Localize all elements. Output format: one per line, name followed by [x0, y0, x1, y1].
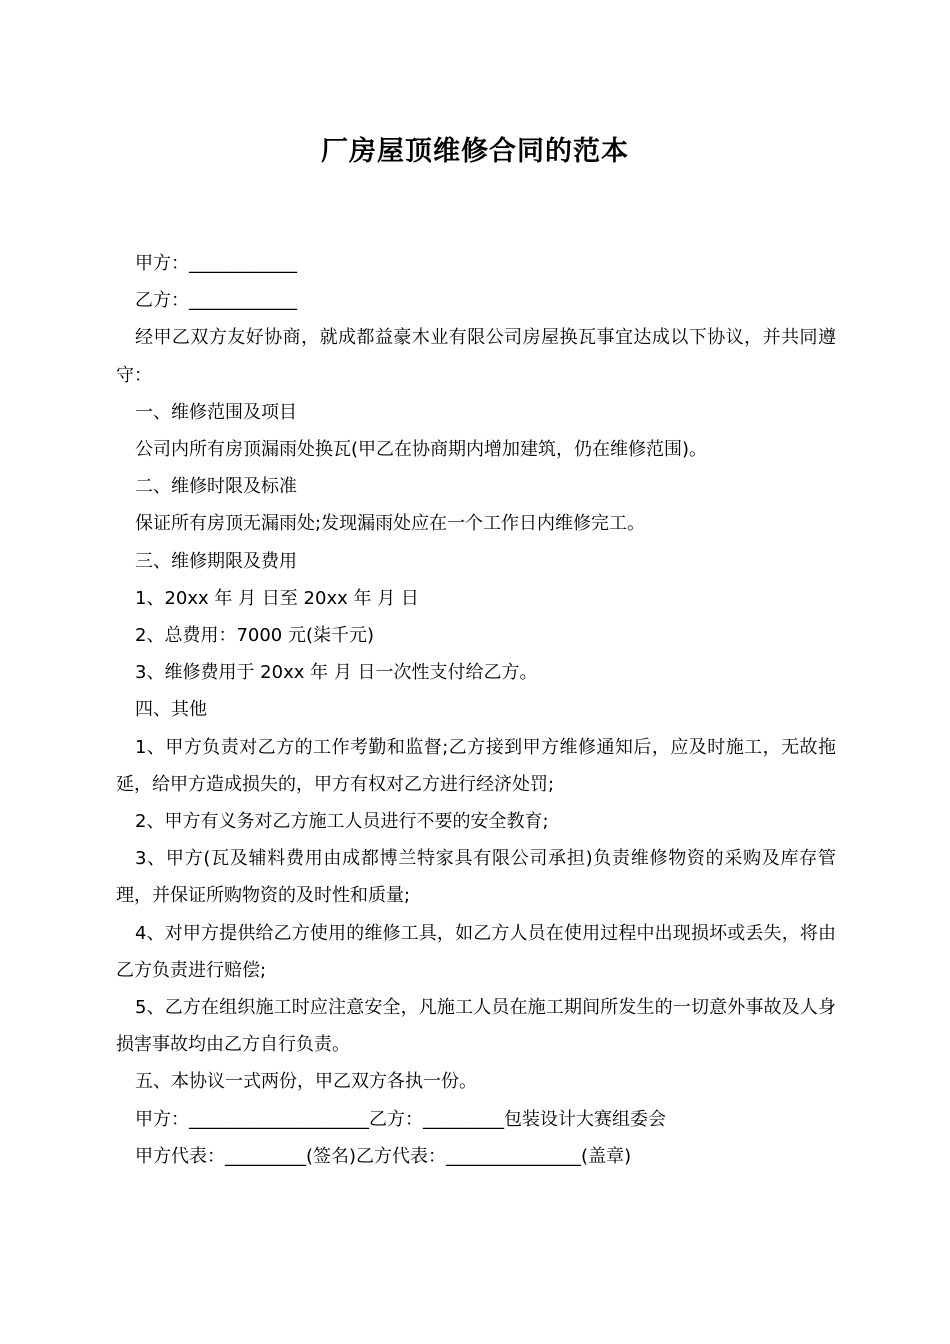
intro-paragraph: 经甲乙双方友好协商，就成都益豪木业有限公司房屋换瓦事宜达成以下协议，并共同遵守： [116, 327, 836, 386]
section-heading-3: 三、维修期限及费用 [135, 550, 297, 572]
signature-parties-line: 甲方：____________________乙方：_________包装设计大赛组委会 [135, 1108, 666, 1130]
party-b-line: 乙方：____________ [135, 290, 297, 312]
party-a-line: 甲方：____________ [135, 253, 297, 274]
section-heading-4: 四、其他 [135, 699, 207, 721]
section-3-item-3: 3、维修费用于 20xx 年 月 日一次性支付给乙方。 [135, 662, 538, 684]
section-heading-2: 二、维修时限及标准 [135, 476, 297, 498]
section-3-item-2: 2、总费用：7000 元(柒千元) [135, 625, 375, 647]
section-1-content: 公司内所有房顶漏雨处换瓦(甲乙在协商期内增加建筑，仍在维修范围)。 [135, 439, 708, 461]
signature-representatives-line: 甲方代表：_________(签名)乙方代表：_______________(盖章) [135, 1145, 632, 1167]
section-3-item-1: 1、20xx 年 月 日至 20xx 年 月 日 [135, 587, 419, 609]
section-4-item-3: 3、甲方(瓦及辅料费用由成都博兰特家具有限公司承担)负责维修物资的采购及库存管理，并保证所购物资的及时性和质量; [116, 848, 836, 907]
section-4-item-1: 1、甲方负责对乙方的工作考勤和监督;乙方接到甲方维修通知后，应及时施工，无故拖延，给甲方造成损失的，甲方有权对乙方进行经济处罚; [116, 736, 836, 795]
document-title: 厂房屋顶维修合同的范本 [321, 136, 629, 167]
section-heading-1: 一、维修范围及项目 [135, 401, 297, 423]
section-2-content: 保证所有房顶无漏雨处;发现漏雨处应在一个工作日内维修完工。 [135, 513, 646, 535]
section-4-item-5: 5、乙方在组织施工时应注意安全，凡施工人员在施工期间所发生的一切意外事故及人身损害事故均由乙方自行负责。 [116, 997, 836, 1056]
section-4-item-2: 2、甲方有义务对乙方施工人员进行不要的安全教育; [135, 811, 549, 833]
section-4-item-4: 4、对甲方提供给乙方使用的维修工具，如乙方人员在使用过程中出现损坏或丢失，将由乙方负责进行赔偿; [116, 922, 836, 981]
section-heading-5: 五、本协议一式两份，甲乙双方各执一份。 [135, 1071, 477, 1093]
document-body [116, 245, 836, 1175]
